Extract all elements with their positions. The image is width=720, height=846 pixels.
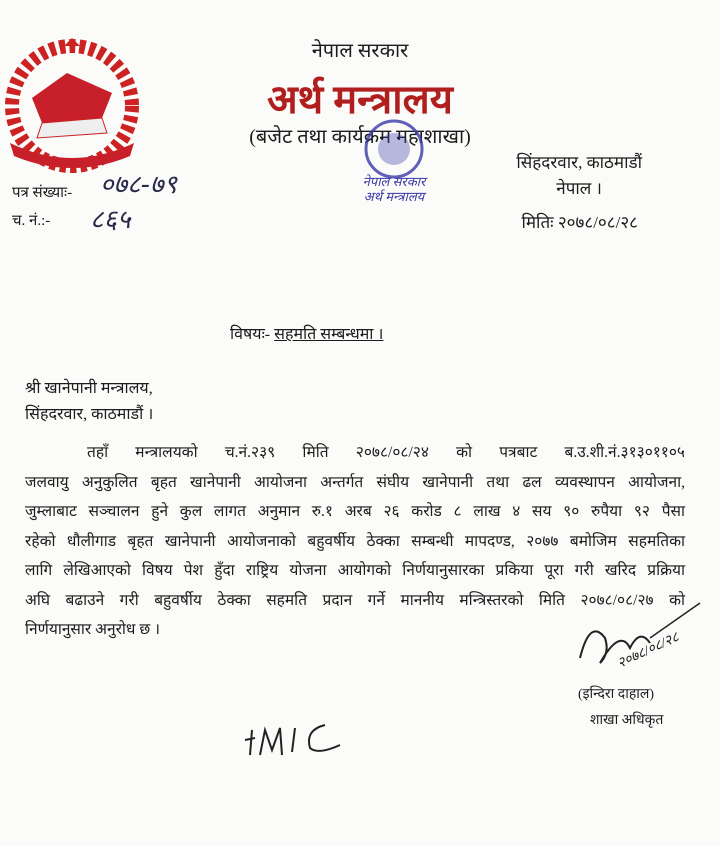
official-stamp xyxy=(344,114,444,204)
date-value: २०७८/०८/२८ xyxy=(557,213,638,232)
svg-text:नेपाल सरकार: नेपाल सरकार xyxy=(362,174,426,189)
letter-date xyxy=(521,210,638,233)
recipient-line-1: श्री खानेपानी मन्त्रालय, xyxy=(25,380,153,397)
subject-line xyxy=(230,322,384,344)
subject-text: सहमति सम्बन्धमा । xyxy=(274,326,384,343)
address-line-1: सिंहदरवार, काठमाडौं xyxy=(516,153,642,172)
recipient-line-2: सिंहदरवार, काठमाडौं । xyxy=(25,406,154,423)
dispatch-number-handwritten: ८६५ xyxy=(90,205,131,235)
letter-number-label: पत्र संख्याः- xyxy=(12,185,73,201)
body-line: तहाँ मन्त्रालयको च.नं.२३९ मिति २०७८/०८/२४ को पत्रबाट ब.उ.शी.नं.३१३०११०५ xyxy=(87,444,685,461)
body-line: जलवायु अनुकुलित बृहत खानेपानी आयोजना अन्तर्गत संघीय खानेपानी तथा ढल व्यवस्थापन आयोजना, xyxy=(25,473,685,491)
handwritten-initials xyxy=(240,710,360,760)
dispatch-number-label: च. नं.:- xyxy=(12,213,51,229)
signatory-title: शाखा अधिकृत xyxy=(590,713,664,728)
svg-text:अर्थ मन्त्रालय: अर्थ मन्त्रालय xyxy=(363,189,425,204)
signature-date: २०७८/०८/२८ xyxy=(615,630,682,672)
address-line-2: नेपाल । xyxy=(556,179,602,198)
ministry-name: अर्थ मन्त्रालय xyxy=(267,77,453,122)
signatory-name: (इन्दिरा दाहाल) xyxy=(578,687,655,702)
subject-label: विषयः- xyxy=(230,326,271,343)
body-line: रहेको धौलीगाड बृहत खानेपानी आयोजनाको बहुवर्षीय ठेक्का सम्बन्धी मापदण्ड, २०७७ बमोजिम सहमतिका xyxy=(25,532,685,550)
government-name: नेपाल सरकार xyxy=(311,40,409,62)
letter-number-handwritten: ०७८-७९ xyxy=(100,170,177,200)
body-line: लागि लेखिआएको विषय पेश हुँदा राष्ट्रिय योजना आयोगको निर्णयानुसारका प्रकिया पूरा गरी खरिद प्रक्रिया xyxy=(25,562,685,579)
body-line: जुम्लाबाट सञ्चालन हुने कुल लागत अनुमान रु.१ अरब २६ करोड ८ लाख ४ सय ९० रुपैया ९२ पैसा xyxy=(25,503,685,520)
body-line: निर्णयानुसार अनुरोध छ । xyxy=(25,621,160,638)
date-label: मितिः xyxy=(521,213,554,232)
division-name: (बजेट तथा कार्यक्रम महाशाखा) xyxy=(249,126,471,148)
signature xyxy=(560,598,710,678)
body-line: अघि बढाउने गरी बहुवर्षीय ठेक्का सहमति प्रदान गर्ने माननीय मन्त्रिस्तरको मिति २०७८/०८/२७ को xyxy=(25,591,685,609)
